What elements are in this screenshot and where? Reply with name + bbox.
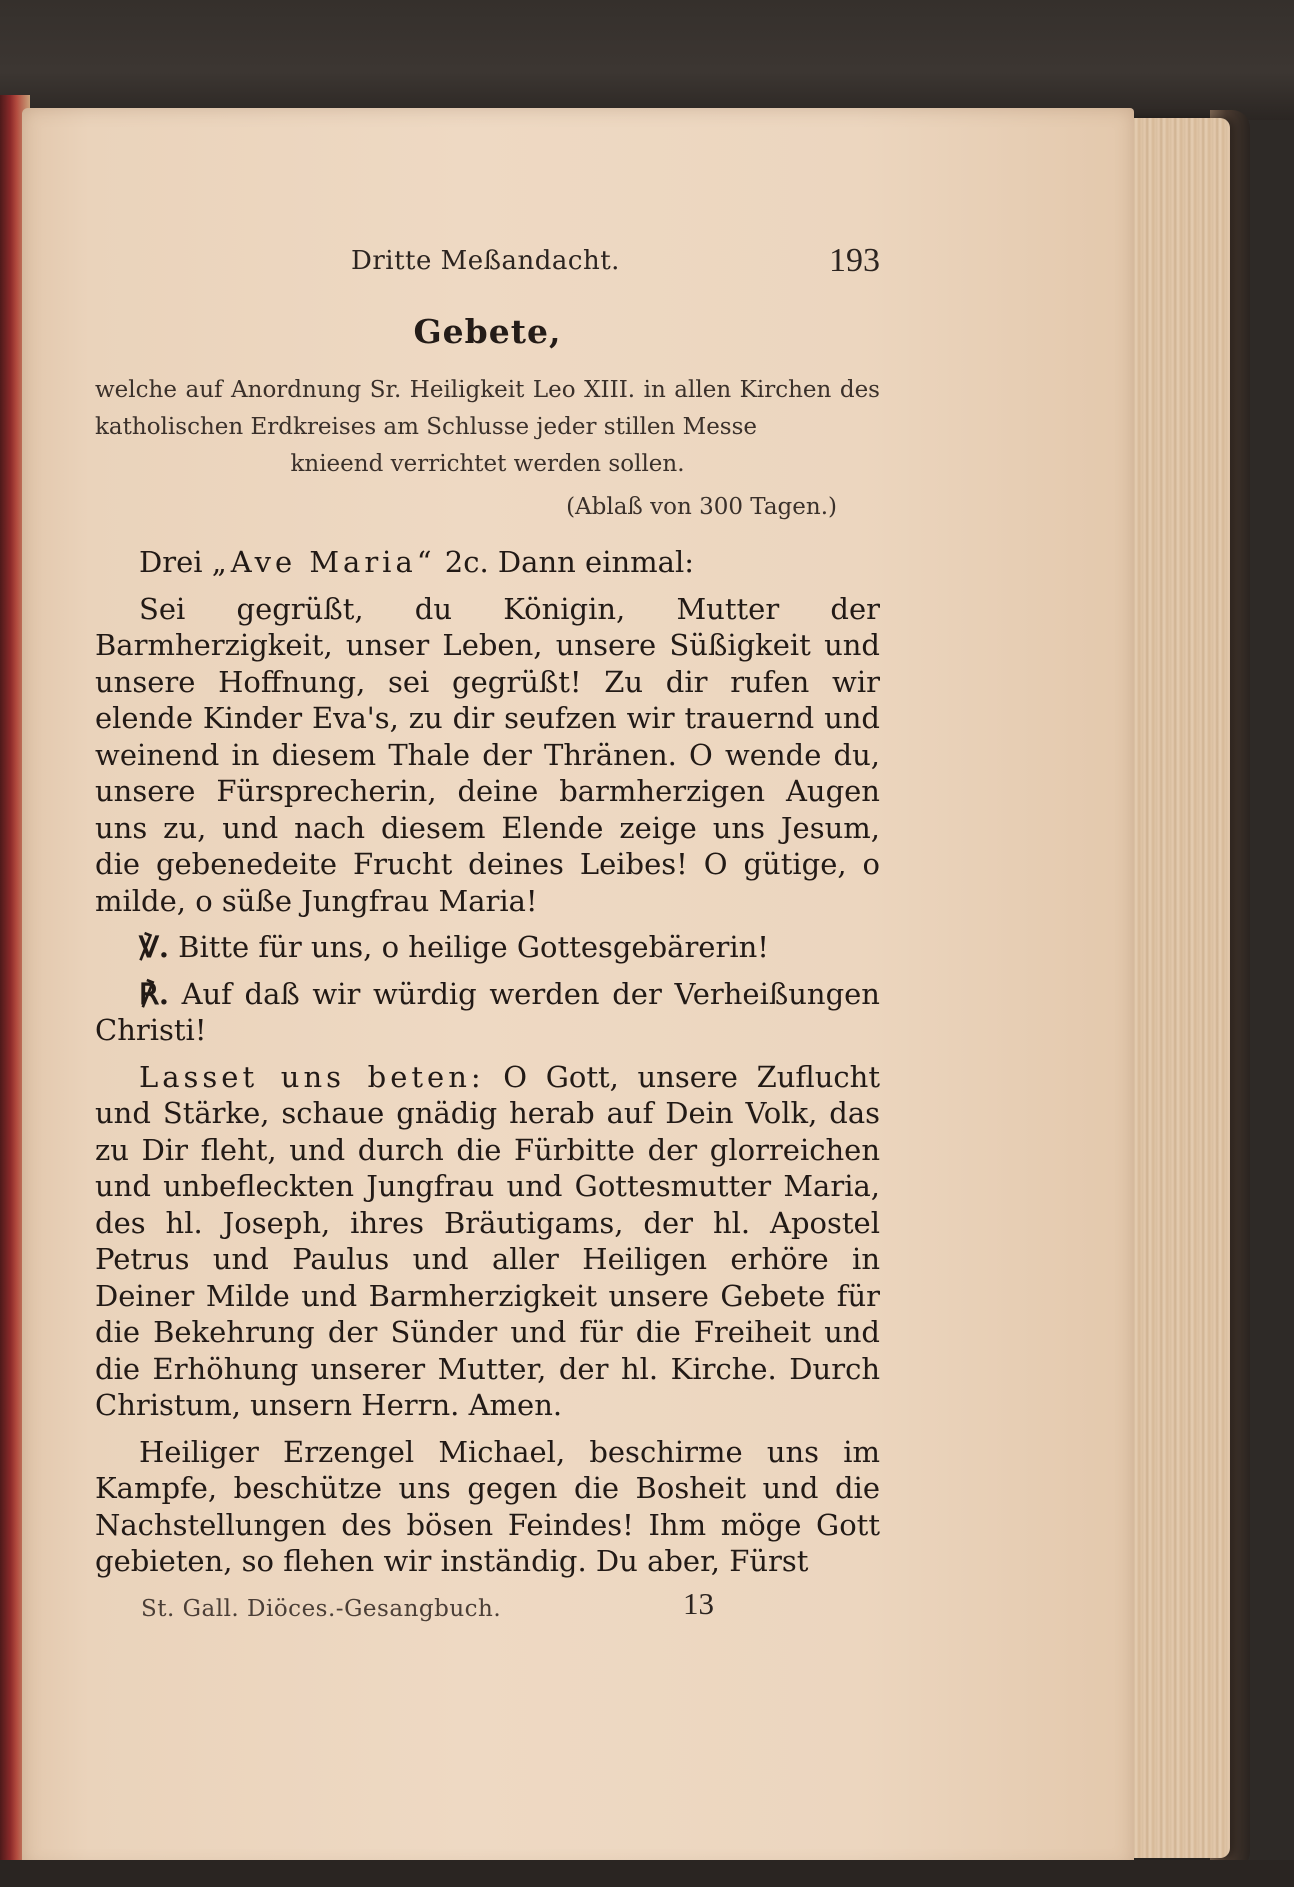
versicle-text: Bitte für uns, o heilige Gottesgebärerin! xyxy=(178,930,769,964)
intro-note xyxy=(95,372,880,483)
oremus-text: O Gott, unsere Zuflucht und Stärke, schaue gnädig herab auf Dein Volk, das zu Dir fleht, und durch die Fürbitte der glorreichen und unbefleckten Jungfrau und Gottesmutter Maria, des hl. Joseph, ihres Bräutigams, der hl. Apostel Petrus und Paulus und aller Heiligen erhöre in Deiner Milde und Barmherzigkeit unsere Gebete für die Bekehrung der Sünder und für die Freiheit und die Erhöhung unserer Mutter, der hl. Kirche. Durch Christum, unsern Herrn. Amen. xyxy=(95,1059,880,1422)
running-head xyxy=(95,242,880,286)
michael-paragraph: Heiliger Erzengel Michael, beschirme uns im Kampfe, beschütze uns gegen die Bosheit und die Nachstellungen des bösen Feindes! Ihm möge Gott gebieten, so flehen wir inständig. Du aber, Fürst xyxy=(95,1434,880,1578)
page-number: 193 xyxy=(829,242,880,279)
section-heading: Gebete, xyxy=(413,312,562,351)
prayer-instruction xyxy=(95,544,880,581)
intro-line-1: welche auf Anordnung Sr. Heiligkeit Leo XIII. in allen Kirchen des katholischen Erdkreises am Schlusse jeder stillen Messe xyxy=(95,377,880,440)
footer-title: St. Gall. Diöces.-Gesangbuch. xyxy=(141,1596,502,1622)
running-title: Dritte Meßandacht. xyxy=(351,246,620,276)
book-background-bottom xyxy=(0,1860,1294,1887)
indulgence-note: (Ablaß von 300 Tagen.) xyxy=(566,494,837,520)
instruction-part-c: 2c. Dann einmal: xyxy=(444,545,694,579)
signature-mark: 13 xyxy=(683,1586,714,1621)
oremus-label: Lasset uns beten: xyxy=(139,1059,485,1094)
versicle-paragraph xyxy=(95,929,880,966)
salve-regina-paragraph: Sei gegrüßt, du Königin, Mutter der Barmherzigkeit, unser Leben, unsere Süßigkeit und unsere Hoffnung, sei gegrüßt! Zu dir rufen wir elende Kinder Eva's, zu dir seufzen wir trauernd und weinend in diesem Thale der Thränen. O wende du, unsere Fürsprecherin, deine barmherzigen Augen uns zu, und nach diesem Elende zeige uns Jesum, die gebenedeite Frucht deines Leibes! O gütige, o milde, o süße Jungfrau Maria! xyxy=(95,591,880,918)
instruction-part-a: Drei xyxy=(139,545,203,579)
response-paragraph xyxy=(95,976,880,1049)
intro-line-2: knieend verrichtet werden sollen. xyxy=(290,451,685,477)
oremus-paragraph xyxy=(95,1059,880,1424)
book-background-top xyxy=(0,0,1294,120)
response-mark: ℟. xyxy=(139,976,169,1011)
prayer-body xyxy=(95,544,880,1590)
page-footer xyxy=(95,1586,880,1626)
response-text: Auf daß wir würdig werden der Verheißungen Christi! xyxy=(95,976,880,1047)
ave-maria-label: „Ave Maria“ xyxy=(211,545,436,579)
versicle-mark: ℣. xyxy=(139,930,169,964)
